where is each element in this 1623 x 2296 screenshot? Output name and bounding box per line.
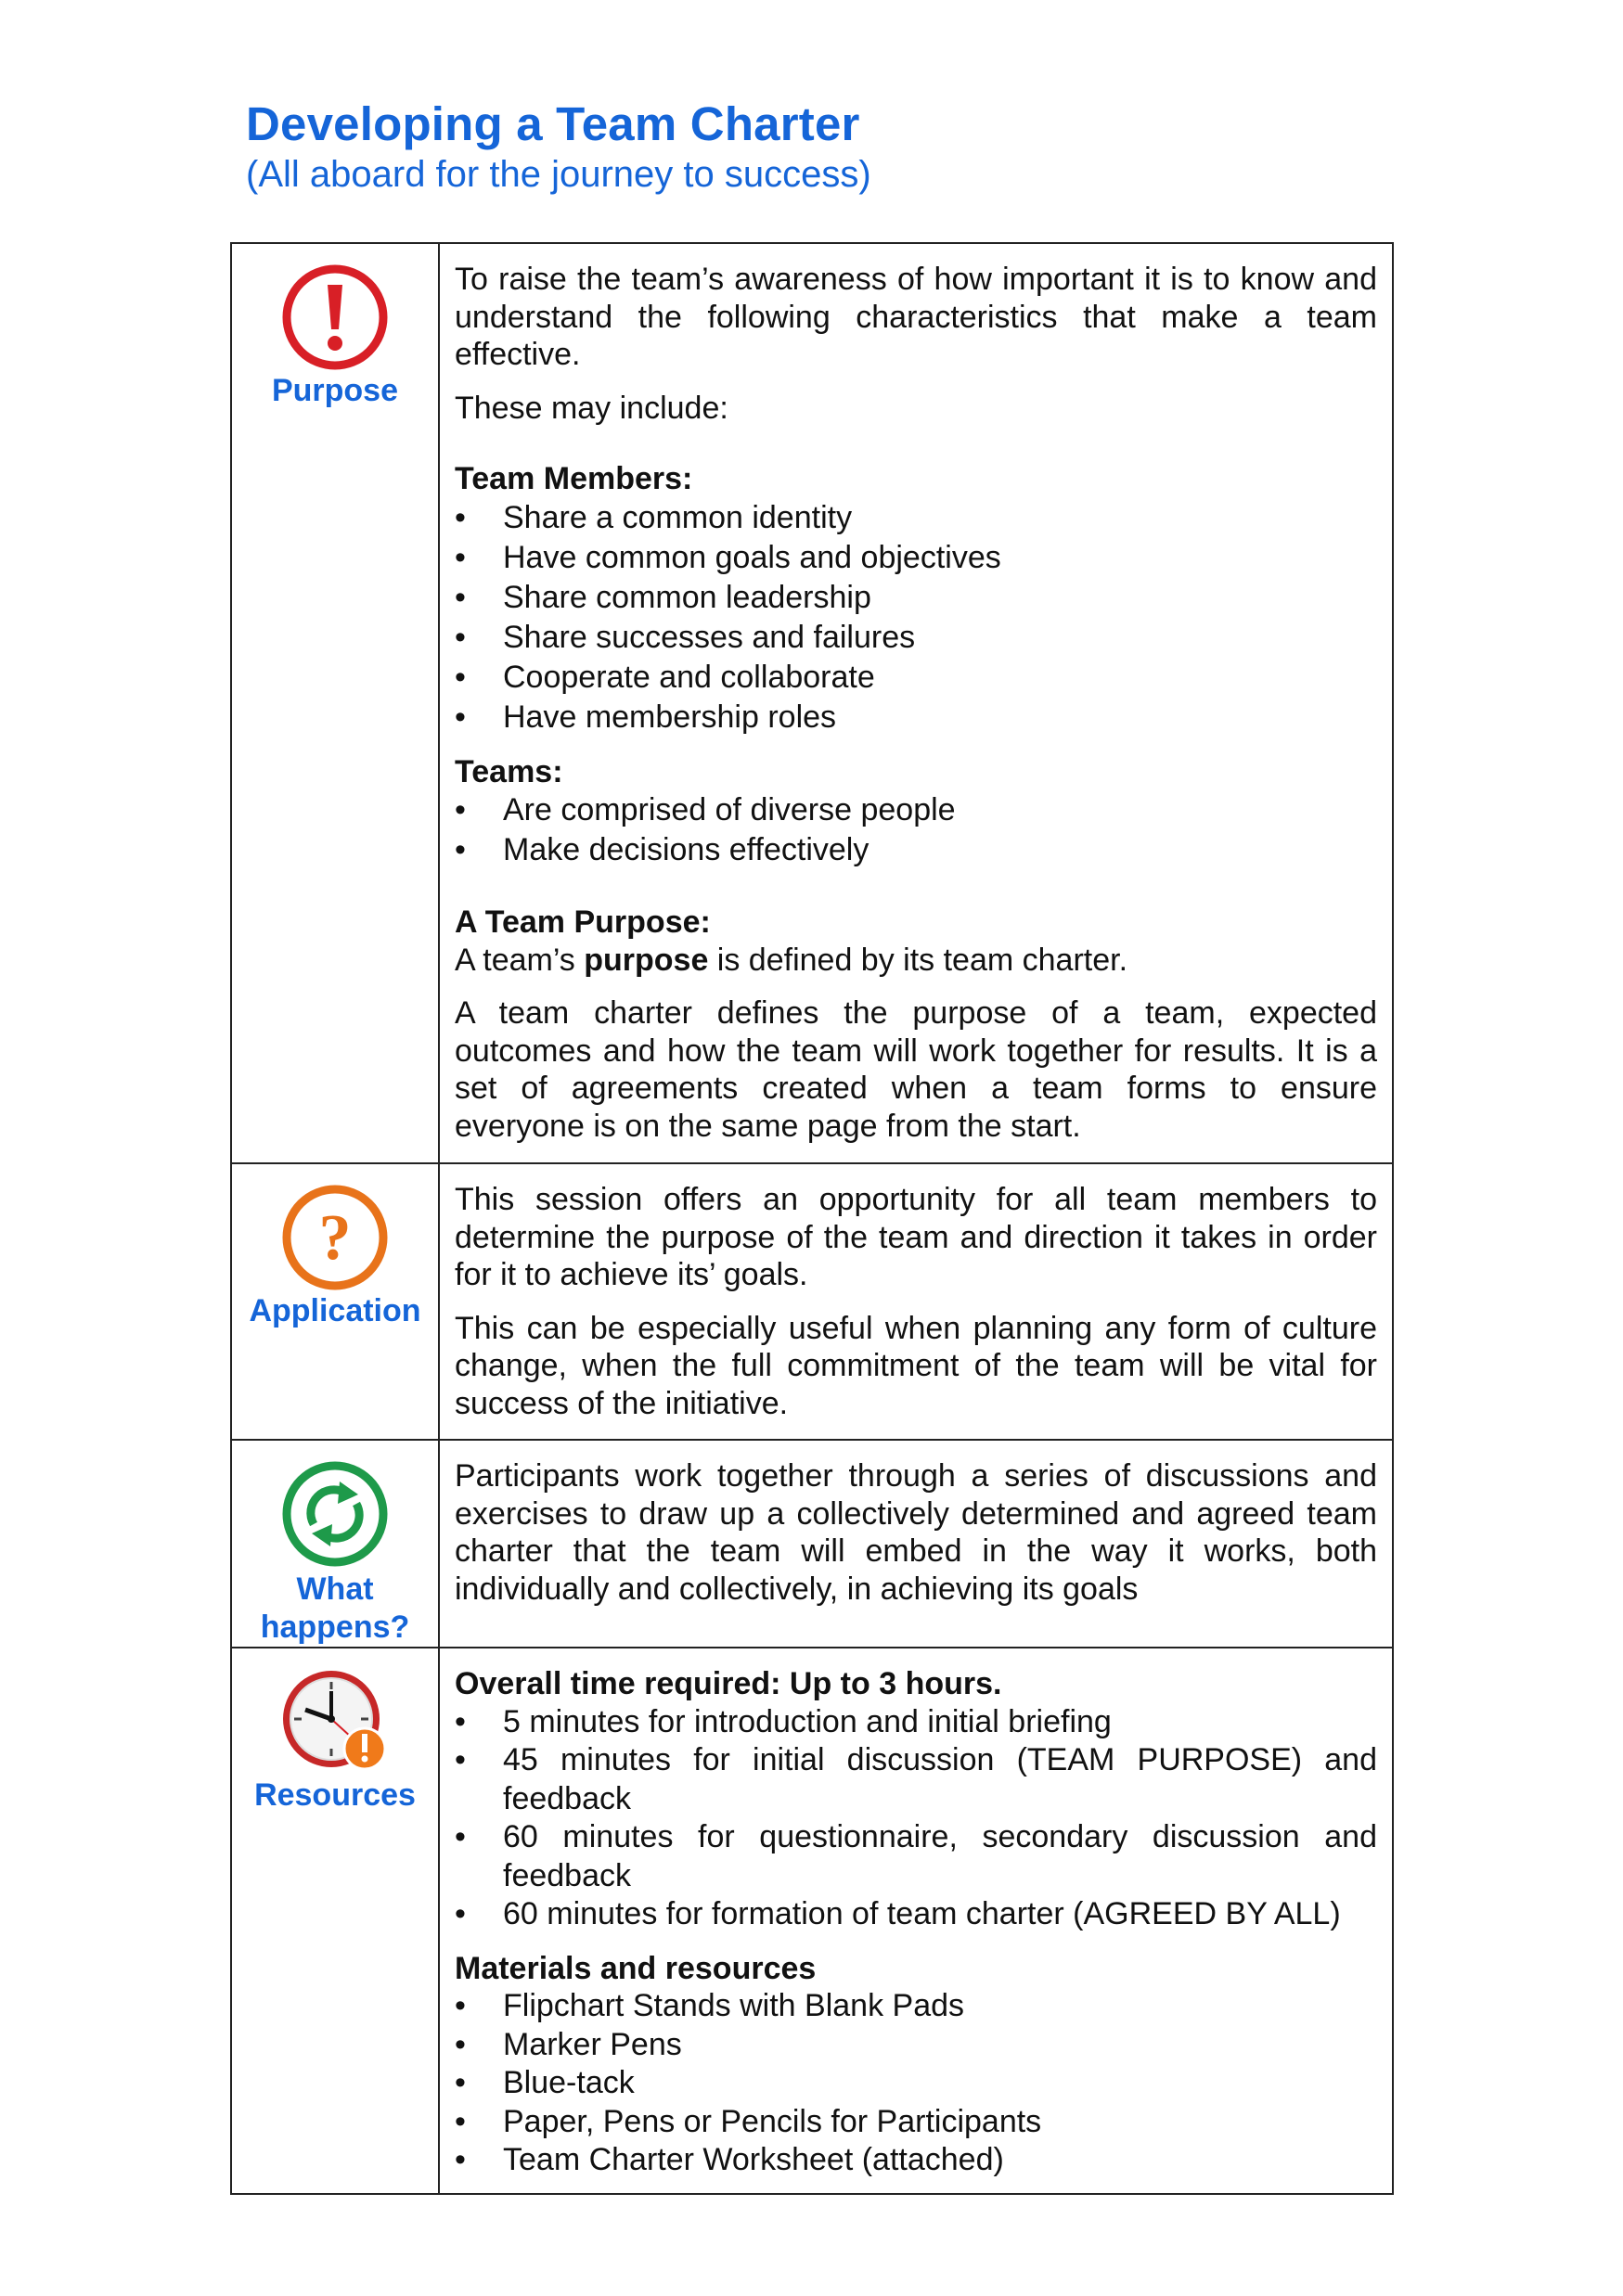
page-title: Developing a Team Charter — [246, 97, 860, 150]
materials-heading: Materials and resources — [455, 1950, 817, 1986]
teams-heading: Teams: — [455, 753, 563, 789]
list-item: • Share common leadership — [455, 578, 1377, 618]
resources-label: Resources — [254, 1777, 416, 1813]
team-purpose-post: is defined by its team charter. — [708, 942, 1128, 978]
list-item: • 60 minutes for questionnaire, secondary discussion and feedback — [455, 1818, 1377, 1895]
resources-row — [231, 1648, 1393, 2194]
time-list — [455, 1703, 1377, 1934]
purpose-row — [231, 243, 1393, 1163]
application-side-cell — [231, 1163, 439, 1440]
exclamation-circle-icon — [280, 263, 390, 372]
list-item: • Cooperate and collaborate — [455, 658, 1377, 698]
list-item: • Share successes and failures — [455, 618, 1377, 658]
page-header — [246, 96, 871, 197]
team-purpose-bold: purpose — [584, 942, 709, 978]
list-item: • 60 minutes for formation of team charter (AGREED BY ALL) — [455, 1895, 1377, 1934]
list-item: • Have membership roles — [455, 698, 1377, 738]
happens-p1: Participants work together through a series of discussions and exercises to draw up a collectively determined and agreed team charter that the team will embed in the way it works, both individually and collectively, in achieving its goals — [455, 1458, 1377, 1607]
team-members-list — [455, 498, 1377, 738]
may-include-text: These may include: — [455, 390, 728, 426]
refresh-circle-icon — [280, 1459, 390, 1569]
page-subtitle: (All aboard for the journey to success) — [246, 154, 871, 195]
application-label: Application — [249, 1293, 421, 1328]
materials-list — [455, 1987, 1377, 2180]
list-item: • Share a common identity — [455, 498, 1377, 538]
list-item: • Are comprised of diverse people — [455, 790, 1377, 830]
happens-label-line2: happens? — [260, 1610, 410, 1645]
list-item: • Make decisions effectively — [455, 830, 1377, 870]
purpose-side-cell — [231, 243, 439, 1163]
application-p1: This session offers an opportunity for all team members to determine the purpose of the team and direction it takes in order for it to achieve its’ goals. — [455, 1182, 1377, 1292]
list-item: • Paper, Pens or Pencils for Participants — [455, 2103, 1377, 2142]
list-item: • Blue-tack — [455, 2064, 1377, 2103]
purpose-content — [439, 243, 1393, 1163]
teams-list — [455, 790, 1377, 870]
purpose-intro: To raise the team’s awareness of how important it is to know and understand the following characteristics that make a team effective. — [455, 262, 1377, 372]
happens-side-cell — [231, 1440, 439, 1648]
charter-table — [230, 242, 1394, 2195]
application-row — [231, 1163, 1393, 1440]
happens-label-line1: What — [296, 1571, 374, 1607]
list-item: • Marker Pens — [455, 2026, 1377, 2065]
charter-definition: A team charter defines the purpose of a team, expected outcomes and how the team will work together for results. It is a set of agreements created when a team forms to ensure everyone is on the same page from the start. — [455, 995, 1377, 1144]
list-item: • Have common goals and objectives — [455, 538, 1377, 578]
happens-content — [439, 1440, 1393, 1648]
resources-side-cell — [231, 1648, 439, 2194]
list-item: • 5 minutes for introduction and initial briefing — [455, 1703, 1377, 1742]
svg-text:?: ? — [318, 1202, 352, 1274]
time-heading: Overall time required: Up to 3 hours. — [455, 1666, 1002, 1701]
happens-row — [231, 1440, 1393, 1648]
question-circle-icon — [280, 1183, 390, 1292]
application-p2: This can be especially useful when planning any form of culture change, when the full commitment of the team will be vital for success of the initiative. — [455, 1310, 1377, 1421]
application-content — [439, 1163, 1393, 1440]
resources-content — [439, 1648, 1393, 2194]
purpose-label: Purpose — [271, 373, 399, 408]
team-purpose-heading: A Team Purpose: — [455, 904, 711, 940]
team-purpose-text — [455, 942, 1377, 980]
team-members-heading: Team Members: — [455, 461, 693, 496]
list-item: • Flipchart Stands with Blank Pads — [455, 1987, 1377, 2026]
team-purpose-pre: A team’s — [455, 942, 585, 978]
alarm-clock-icon — [276, 1665, 394, 1775]
list-item: • 45 minutes for initial discussion (TEAM PURPOSE) and feedback — [455, 1741, 1377, 1818]
list-item: • Team Charter Worksheet (attached) — [455, 2141, 1377, 2180]
